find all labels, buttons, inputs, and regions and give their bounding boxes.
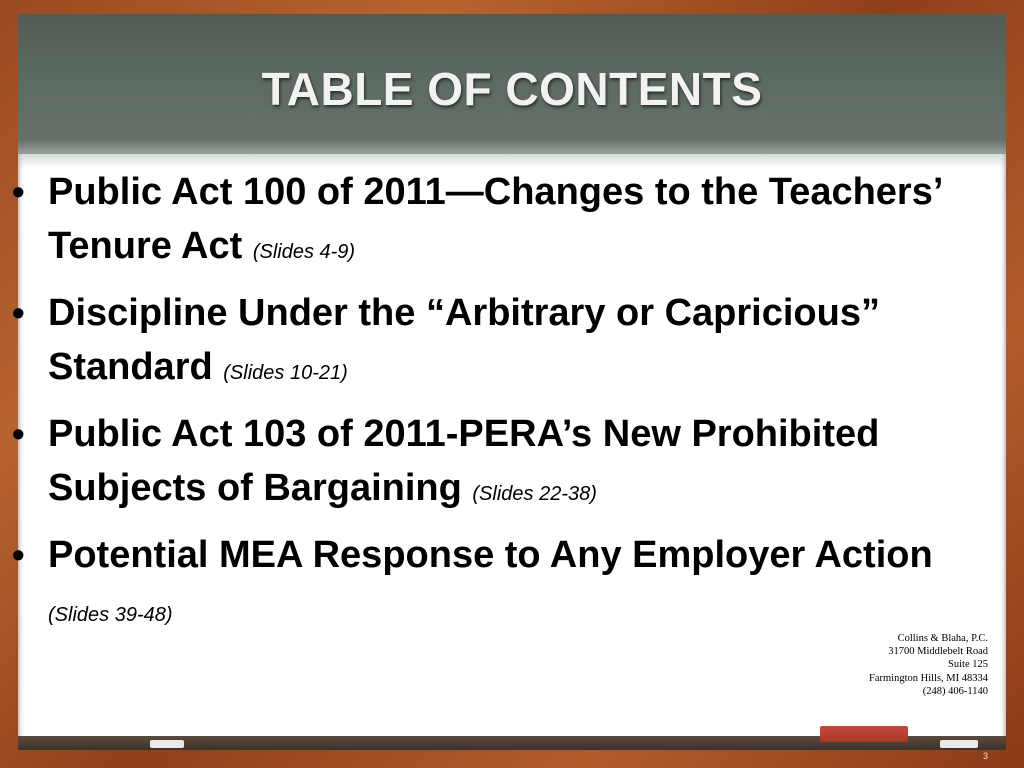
- bullet-icon: •: [12, 413, 25, 454]
- slide-content: [8, 165, 983, 649]
- firm-name: Collins & Blaha, P.C.: [897, 633, 988, 644]
- bullet-text: Potential MEA Response to Any Employer Action: [48, 534, 933, 576]
- street-address: 31700 Middlebelt Road: [888, 646, 988, 658]
- list-item: [8, 407, 983, 521]
- slide-title: TABLE OF CONTENTS: [261, 63, 763, 115]
- firm-address: [869, 632, 988, 698]
- phone-number: (248) 406-1140: [922, 685, 988, 697]
- city-state-zip: Farmington Hills, MI 48334: [868, 672, 988, 684]
- bullet-icon: •: [12, 171, 25, 212]
- suite: Suite 125: [948, 659, 988, 671]
- slides-reference: (Slides 10-21): [223, 362, 348, 384]
- bullet-list: [8, 165, 983, 642]
- page-number: 3: [982, 751, 988, 761]
- list-item: [8, 165, 983, 279]
- chalk-piece-icon: [940, 740, 978, 748]
- bullet-text: Public Act 100 of 2011—Changes to the Teachers’ Tenure Act: [48, 171, 942, 267]
- bullet-text: Discipline Under the “Arbitrary or Capricious” Standard: [48, 292, 880, 388]
- chalk-piece-icon: [150, 740, 184, 748]
- slides-reference: (Slides 4-9): [252, 241, 356, 263]
- bullet-icon: •: [12, 292, 25, 333]
- slides-reference: (Slides 22-38): [472, 483, 597, 505]
- bullet-text: Public Act 103 of 2011-PERA’s New Prohibited Subjects of Bargaining: [48, 413, 880, 509]
- list-item: [8, 528, 983, 642]
- eraser-icon: [820, 726, 908, 742]
- slides-reference: (Slides 39-48): [48, 604, 173, 626]
- bullet-icon: •: [12, 534, 25, 575]
- list-item: [8, 286, 983, 400]
